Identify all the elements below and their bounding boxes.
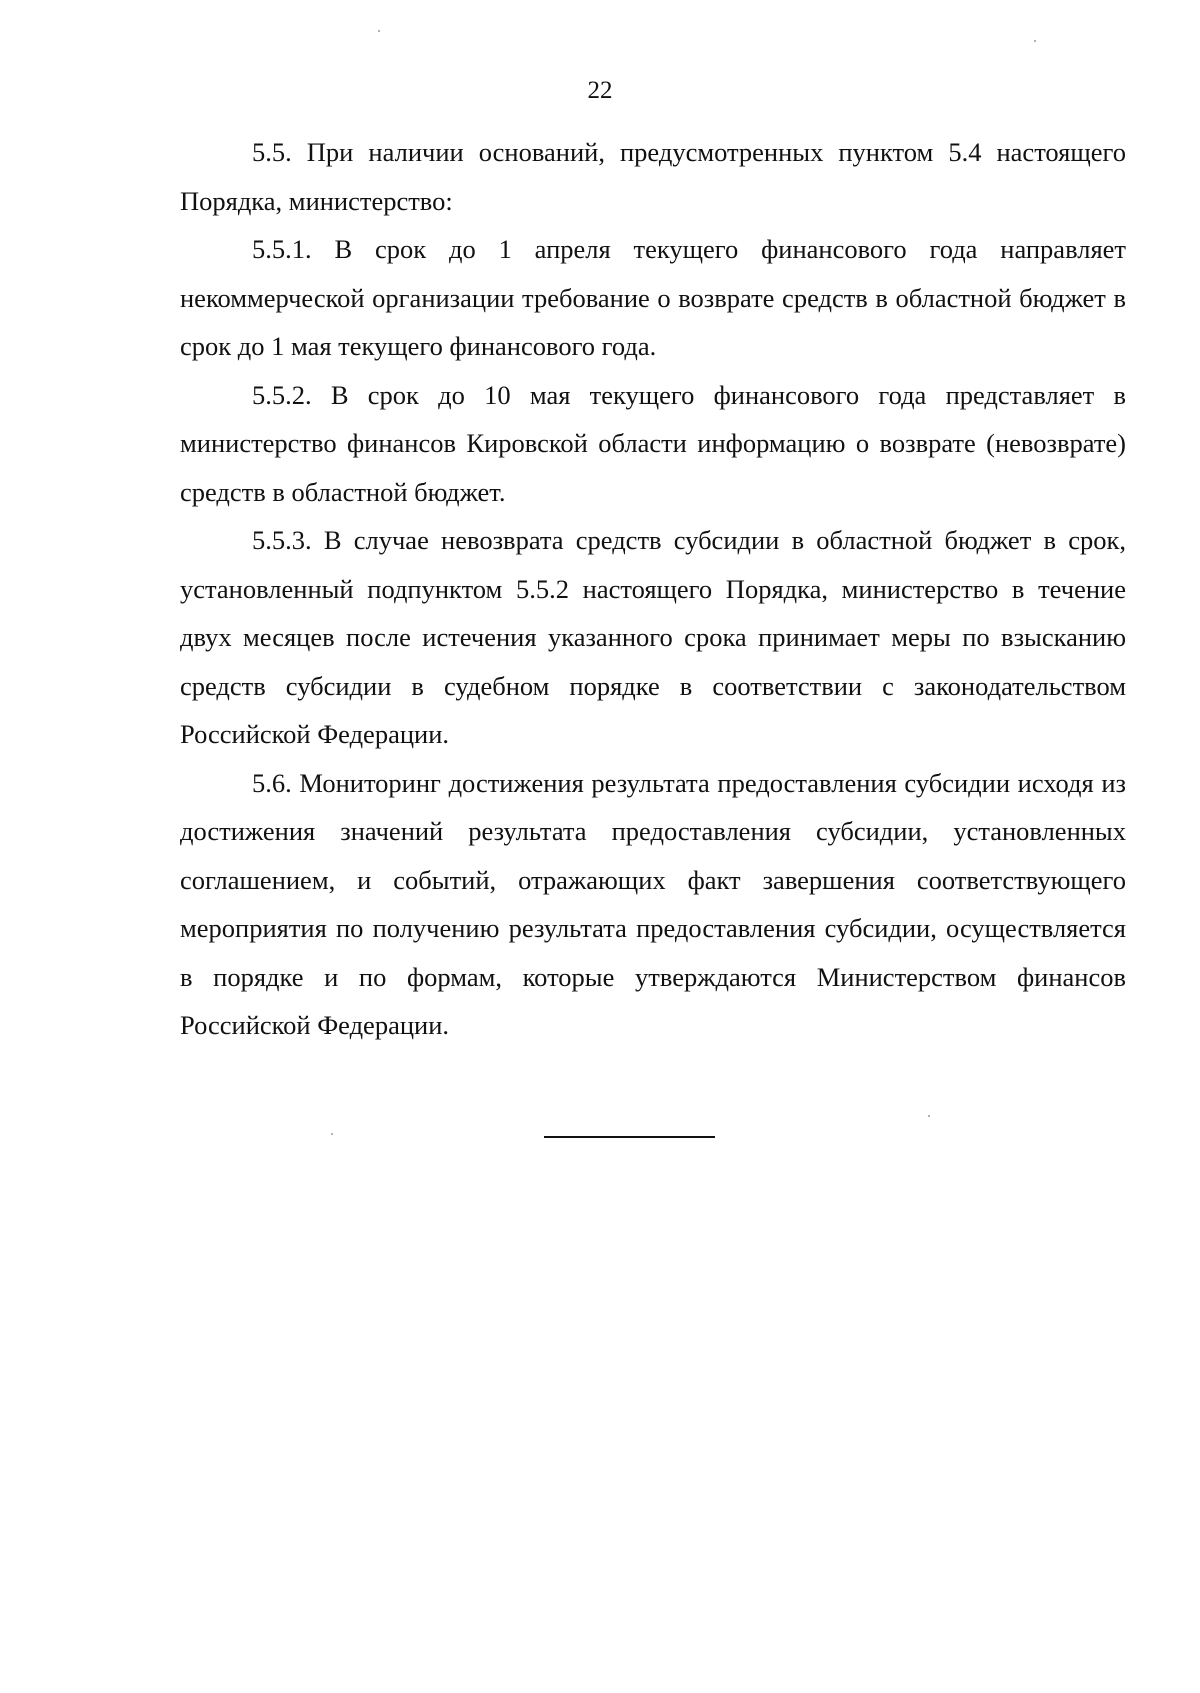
paragraph-5-5: 5.5. При наличии оснований, предусмотренных пунктом 5.4 настоящего Порядка, министерство: xyxy=(180,137,1126,216)
scan-speck xyxy=(378,30,380,32)
paragraph-5-5-3: 5.5.3. В случае невозврата средств субсидии в областной бюджет в срок, установленный подпунктом 5.5.2 настоящего Порядка, министерство в течение двух месяцев после истечения указанного срока принимает меры по взысканию средств субсидии в судебном порядке в соответствии с законодательством Российской Федерации. xyxy=(180,525,1126,749)
scan-speck xyxy=(331,1133,333,1135)
scan-speck xyxy=(928,1115,930,1117)
closing-rule xyxy=(544,1136,715,1138)
scan-speck xyxy=(1034,40,1036,42)
document-body xyxy=(180,128,1126,1050)
paragraph-5-6: 5.6. Мониторинг достижения результата предоставления субсидии исходя из достижения значений результата предоставления субсидии, установленных соглашением, и событий, отражающих факт завершения соответствующего мероприятия по получению результата предоставления субсидии, осуществляется в порядке и по формам, которые утверждаются Министерством финансов Российской Федерации. xyxy=(180,767,1126,1040)
page-number: 22 xyxy=(587,77,613,104)
paragraph-5-5-1: 5.5.1. В срок до 1 апреля текущего финансового года направляет некоммерческой организации требование о возврате средств в областной бюджет в срок до 1 мая текущего финансового года. xyxy=(180,234,1126,361)
paragraph-5-5-2: 5.5.2. В срок до 10 мая текущего финансового года представляет в министерство финансов Кировской области информацию о возврате (невозврате) средств в областной бюджет. xyxy=(180,379,1126,507)
